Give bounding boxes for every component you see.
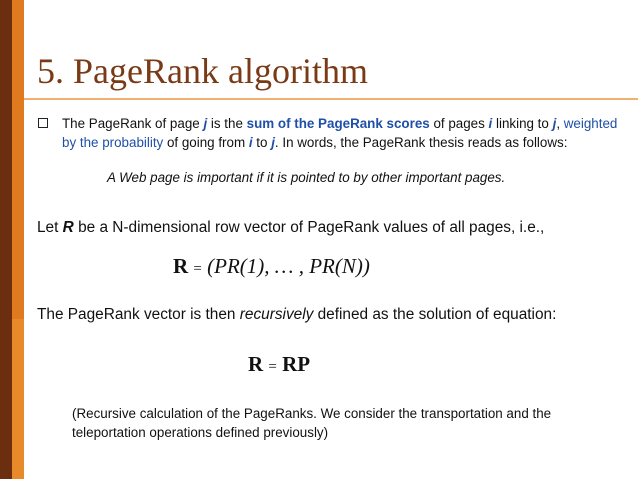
equation-r-equals-rp: R = RP (248, 352, 311, 376)
slide-title: 5. PageRank algorithm (37, 51, 368, 91)
page-i: i (488, 116, 493, 131)
recursive-note: (Recursive calculation of the PageRanks. We consider the transportation and the teleportation operations defined previously) (72, 406, 552, 440)
page-j: j (203, 116, 208, 131)
pagerank-thesis-quote: A Web page is important if it is pointed to by other important pages. (107, 170, 506, 185)
vector-r: R (62, 219, 74, 236)
bullet-paragraph: The PageRank of page j is the sum of the PageRank scores of pages i linking to j, weighted by the probability of going from i to j. In words, the PageRank thesis reads as follows: (62, 116, 618, 150)
equation-r-vector: R = (PR(1), … , PR(N)) (173, 254, 370, 278)
left-accent-bar-dark (0, 0, 12, 479)
sum-highlight: sum of the PageRank scores (246, 116, 430, 131)
recursive-paragraph: The PageRank vector is then recursively defined as the solution of equation: (37, 306, 557, 323)
bullet-square-icon (38, 118, 48, 128)
weighted-highlight: weighted by the probability (62, 116, 618, 150)
left-accent-bar-orange (12, 0, 24, 479)
title-underline (24, 98, 638, 100)
definition-paragraph: Let R be a N-dimensional row vector of PageRank values of all pages, i.e., (37, 219, 545, 236)
left-accent-bar-bottom (12, 319, 24, 479)
